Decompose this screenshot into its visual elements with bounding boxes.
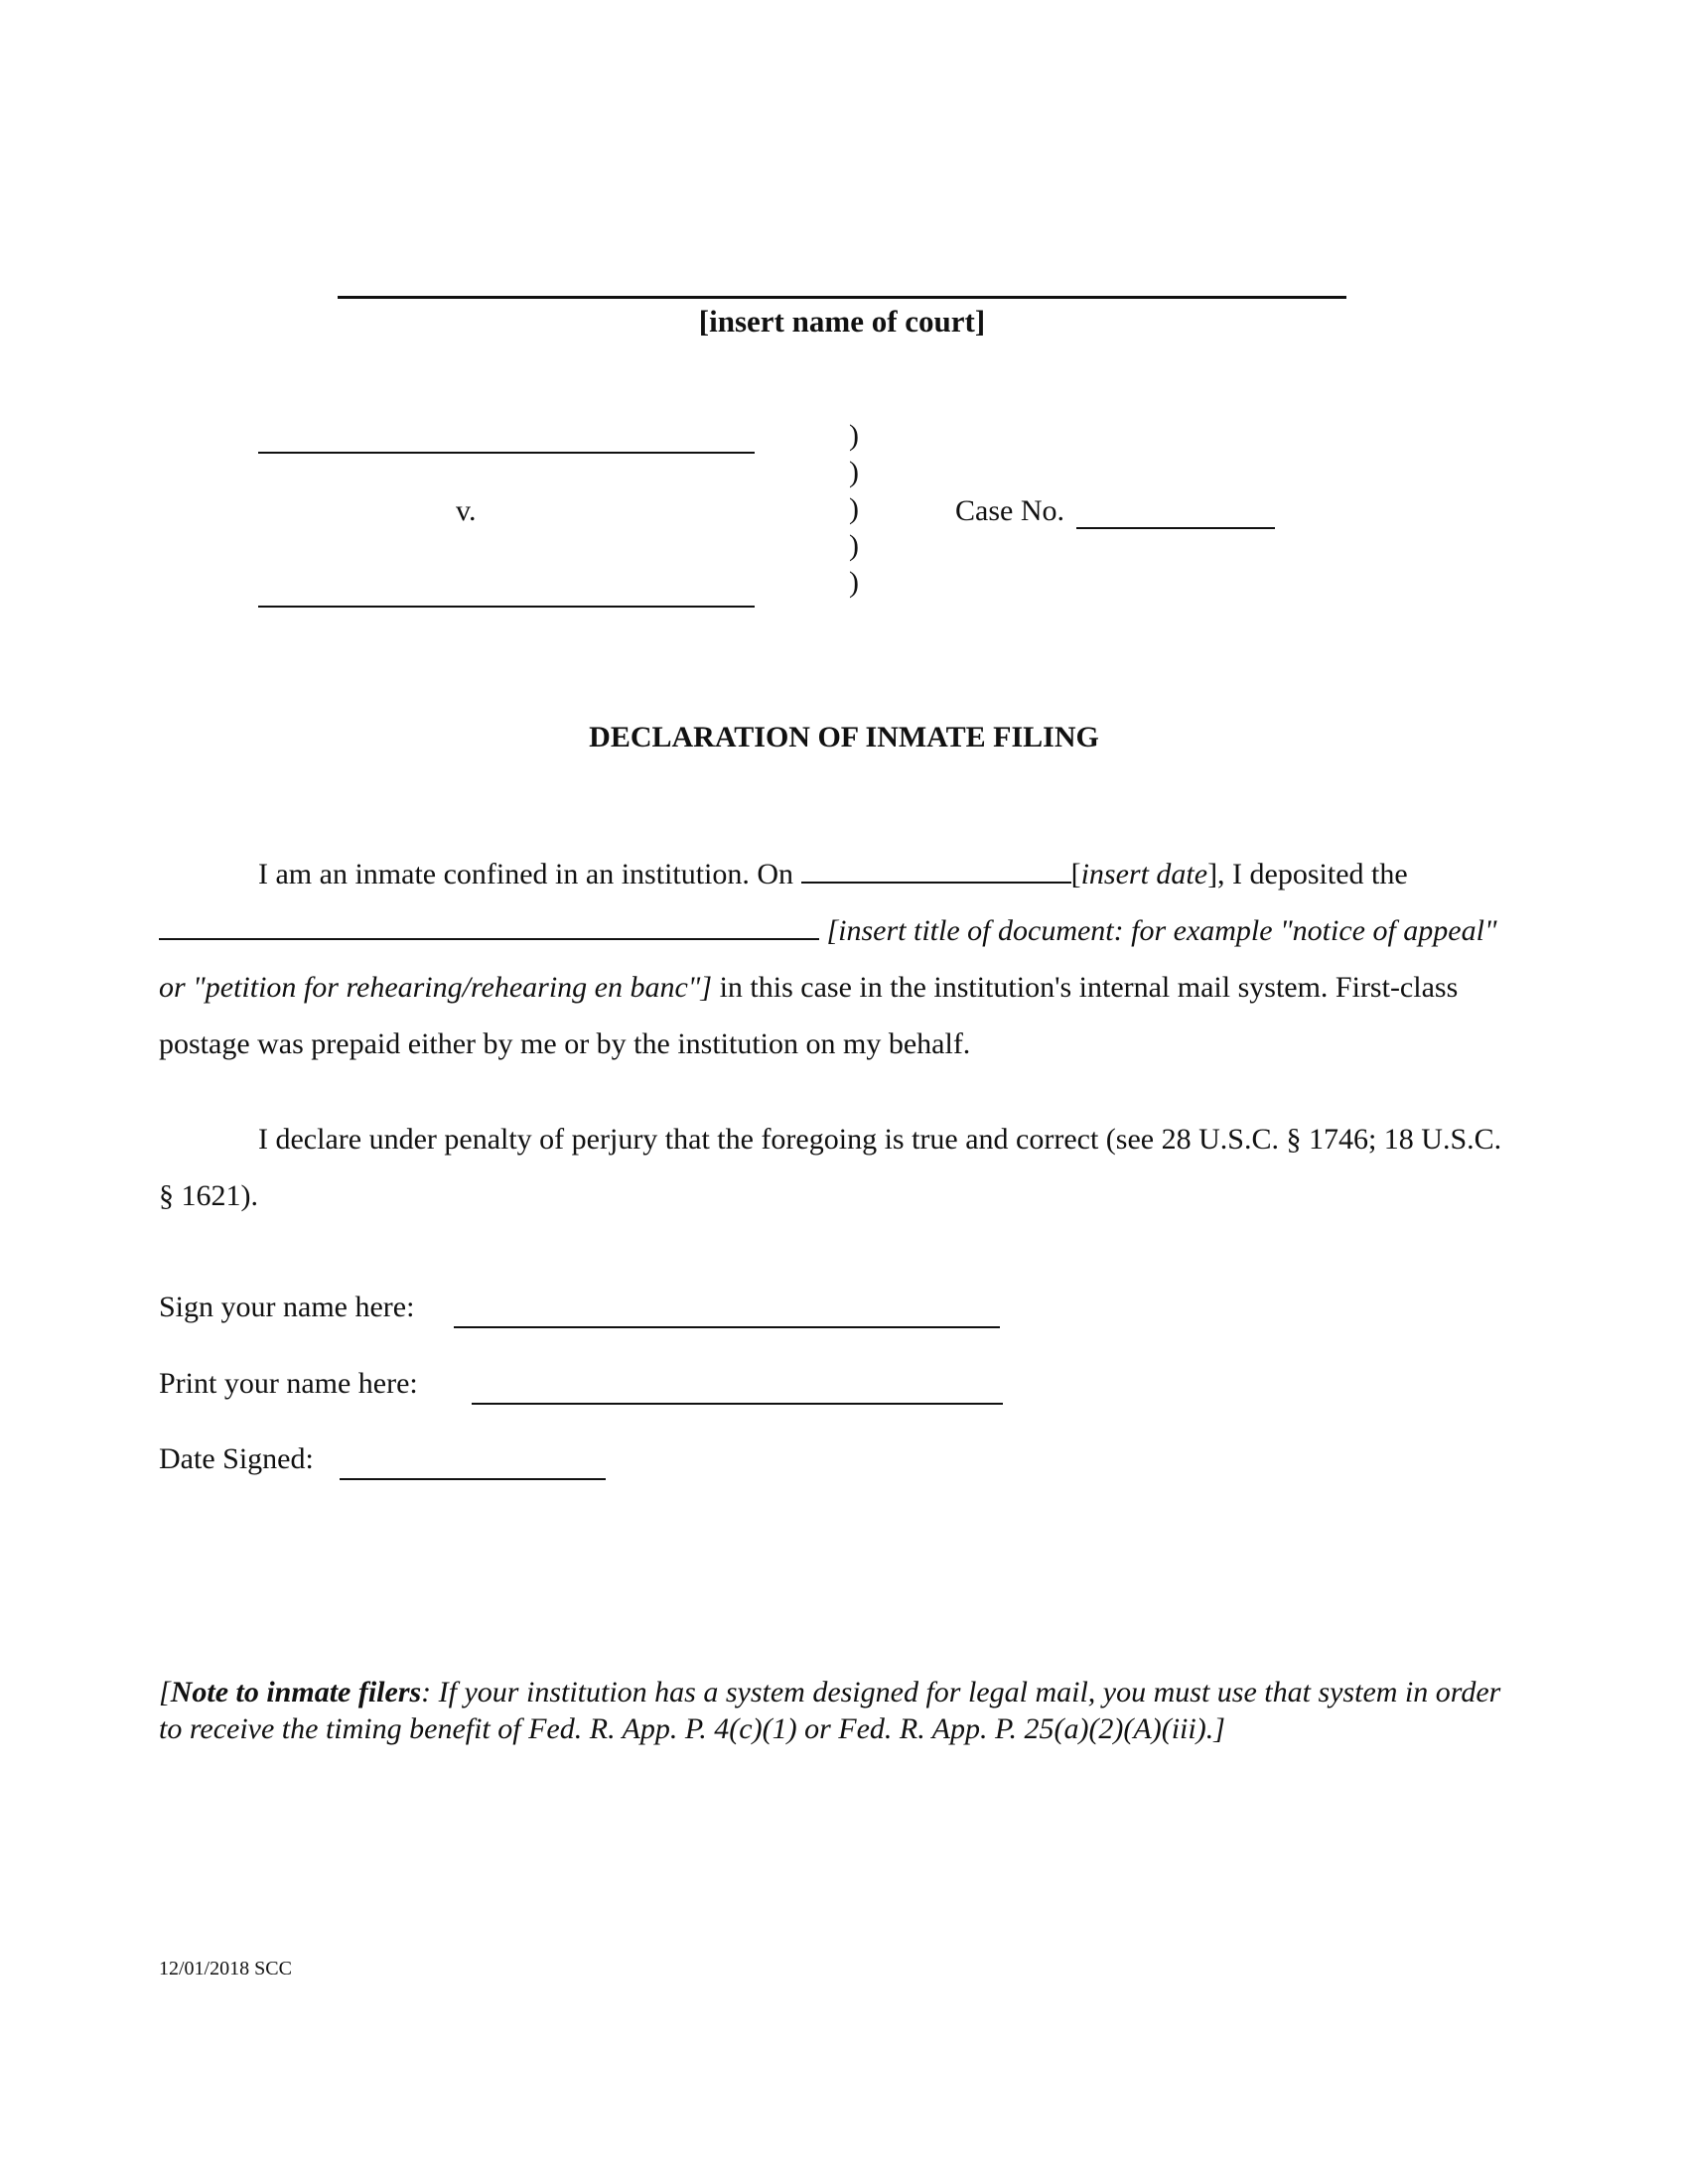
print-name-label: Print your name here: <box>159 1367 418 1400</box>
para1-text-b: ], I deposited the <box>1207 858 1408 890</box>
caption-parentheses <box>849 417 859 601</box>
party-two-line[interactable] <box>258 606 755 608</box>
paren: ) <box>849 419 859 452</box>
paren: ) <box>849 566 859 599</box>
inmate-filer-note <box>159 1674 1529 1747</box>
sign-name-line[interactable] <box>454 1326 1000 1328</box>
para1-text-a: I am an inmate confined in an institution. On <box>258 858 801 890</box>
case-number-label: Case No. <box>955 494 1064 527</box>
date-signed-line[interactable] <box>340 1478 606 1480</box>
print-name-line[interactable] <box>472 1403 1003 1405</box>
note-text: : If your institution has a system designed for legal mail, you must use that system in order to receive the timing benefit of Fed. R. App. P. 4(c)(1) or Fed. R. App. P. 25(a)(2)(A)(iii).] <box>159 1676 1501 1745</box>
court-name-placeholder: [insert name of court] <box>698 304 986 339</box>
document-title-blank[interactable] <box>159 912 819 940</box>
declaration-paragraph-1: I am an inmate confined in an institution. On [insert date], I deposited the [insert title of document: for example "notice of appeal" or "petition for rehearing/rehearing en banc"] in this case in the institution's internal mail system. First-class postage was prepaid either by me or by the institution on my behalf. <box>159 858 1497 1060</box>
declaration-paragraph-2 <box>159 1111 1519 1224</box>
document-title-hint: [insert title of document: for example "notice of appeal" or "petition for rehearing/rehearing en banc"] <box>159 914 1497 1004</box>
case-number-line[interactable] <box>1076 527 1275 529</box>
document-title: DECLARATION OF INMATE FILING <box>589 721 1099 753</box>
perjury-statement: I declare under penalty of perjury that the foregoing is true and correct (see 28 U.S.C. § 1746; 18 U.S.C. § 1621). <box>159 1123 1502 1212</box>
form-revision-code: 12/01/2018 SCC <box>159 1958 292 1979</box>
date-hint: insert date <box>1080 858 1208 890</box>
party-one-line[interactable] <box>258 452 755 454</box>
note-bracket: [ <box>159 1676 171 1708</box>
paren: ) <box>849 456 859 488</box>
court-name-line[interactable] <box>338 296 1346 299</box>
paren: ) <box>849 529 859 562</box>
note-label: Note to inmate filers <box>170 1676 422 1708</box>
date-signed-label: Date Signed: <box>159 1442 314 1475</box>
paren: ) <box>849 492 859 525</box>
deposit-date-blank[interactable] <box>801 856 1071 884</box>
para1-text-c: in this case in the institution's internal mail system. First-class postage was prepaid either by me or by the institution on my behalf. <box>159 971 1459 1060</box>
versus-label: v. <box>456 494 477 527</box>
sign-name-label: Sign your name here: <box>159 1291 415 1323</box>
